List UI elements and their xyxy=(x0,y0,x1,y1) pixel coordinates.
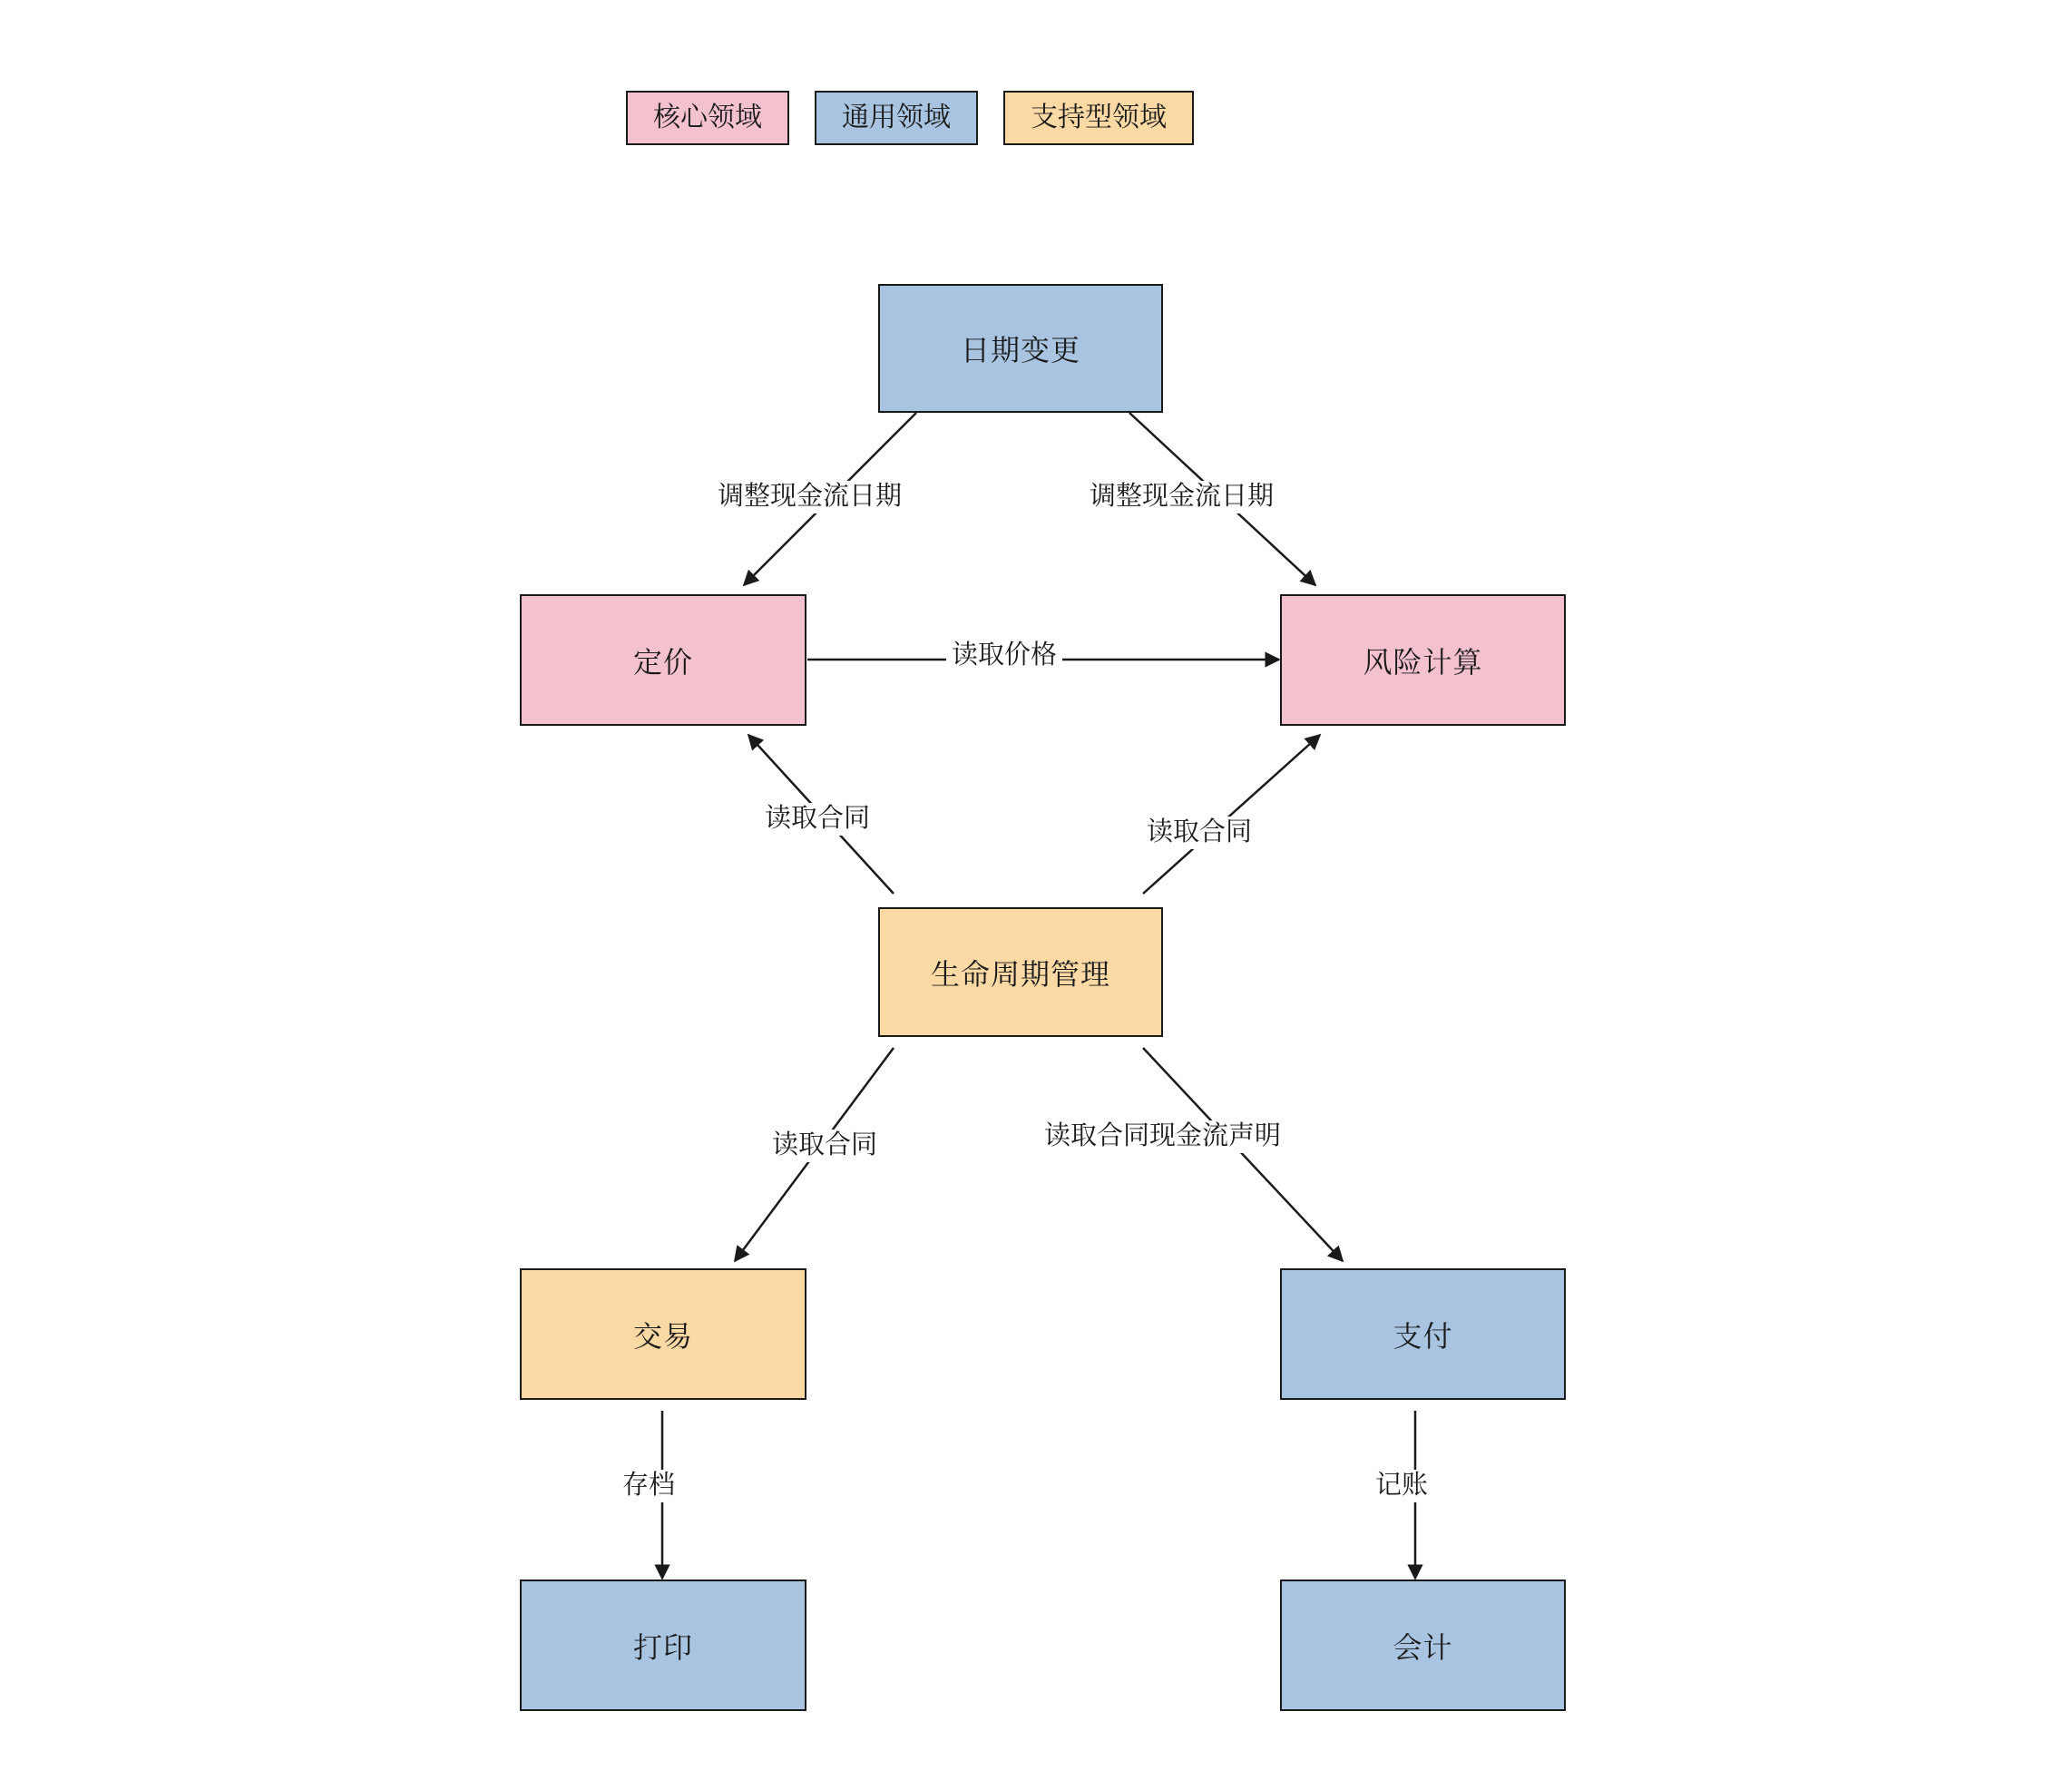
node-trading[interactable] xyxy=(520,1268,806,1400)
edge-label-lifecycle-to-pricing: 读取合同 xyxy=(759,803,875,836)
edge-lifecycle-to-risk xyxy=(1143,735,1320,894)
edge-label-pricing-to-risk: 读取价格 xyxy=(946,640,1062,672)
node-label: 定价 xyxy=(632,645,693,679)
node-lifecycle[interactable] xyxy=(878,907,1163,1037)
edge-label-lifecycle-to-payment: 读取合同现金流声明 xyxy=(1039,1120,1286,1153)
legend-item-support xyxy=(1003,91,1194,145)
legend-item-label: 通用领域 xyxy=(842,103,951,132)
edge-label-date-to-risk: 调整现金流日期 xyxy=(1084,481,1279,513)
legend-item-core xyxy=(626,91,789,145)
edge-label-trading-to-printing: 存档 xyxy=(617,1470,680,1502)
node-accounting[interactable] xyxy=(1280,1580,1566,1711)
node-label: 打印 xyxy=(632,1630,693,1664)
node-label: 会计 xyxy=(1393,1630,1453,1664)
node-printing[interactable] xyxy=(520,1580,806,1711)
edge-label-date-to-pricing: 调整现金流日期 xyxy=(712,481,907,513)
node-label: 交易 xyxy=(632,1319,693,1353)
legend-item-label: 支持型领域 xyxy=(1031,103,1167,132)
edge-label-lifecycle-to-risk: 读取合同 xyxy=(1141,817,1257,849)
node-label: 支付 xyxy=(1393,1319,1453,1353)
node-payment[interactable] xyxy=(1280,1268,1566,1400)
node-label: 日期变更 xyxy=(960,334,1080,367)
legend-item-generic xyxy=(815,91,978,145)
edge-label-payment-to-accounting: 记账 xyxy=(1370,1470,1433,1502)
edge-lifecycle-to-payment xyxy=(1143,1048,1343,1261)
edge-label-lifecycle-to-trading: 读取合同 xyxy=(767,1130,883,1162)
legend-item-label: 核心领域 xyxy=(653,103,762,132)
node-pricing[interactable] xyxy=(520,594,806,726)
node-label: 风险计算 xyxy=(1363,645,1483,679)
node-date-change[interactable] xyxy=(878,284,1163,413)
node-risk-calc[interactable] xyxy=(1280,594,1566,726)
legend xyxy=(626,91,1194,145)
node-label: 生命周期管理 xyxy=(930,957,1110,991)
